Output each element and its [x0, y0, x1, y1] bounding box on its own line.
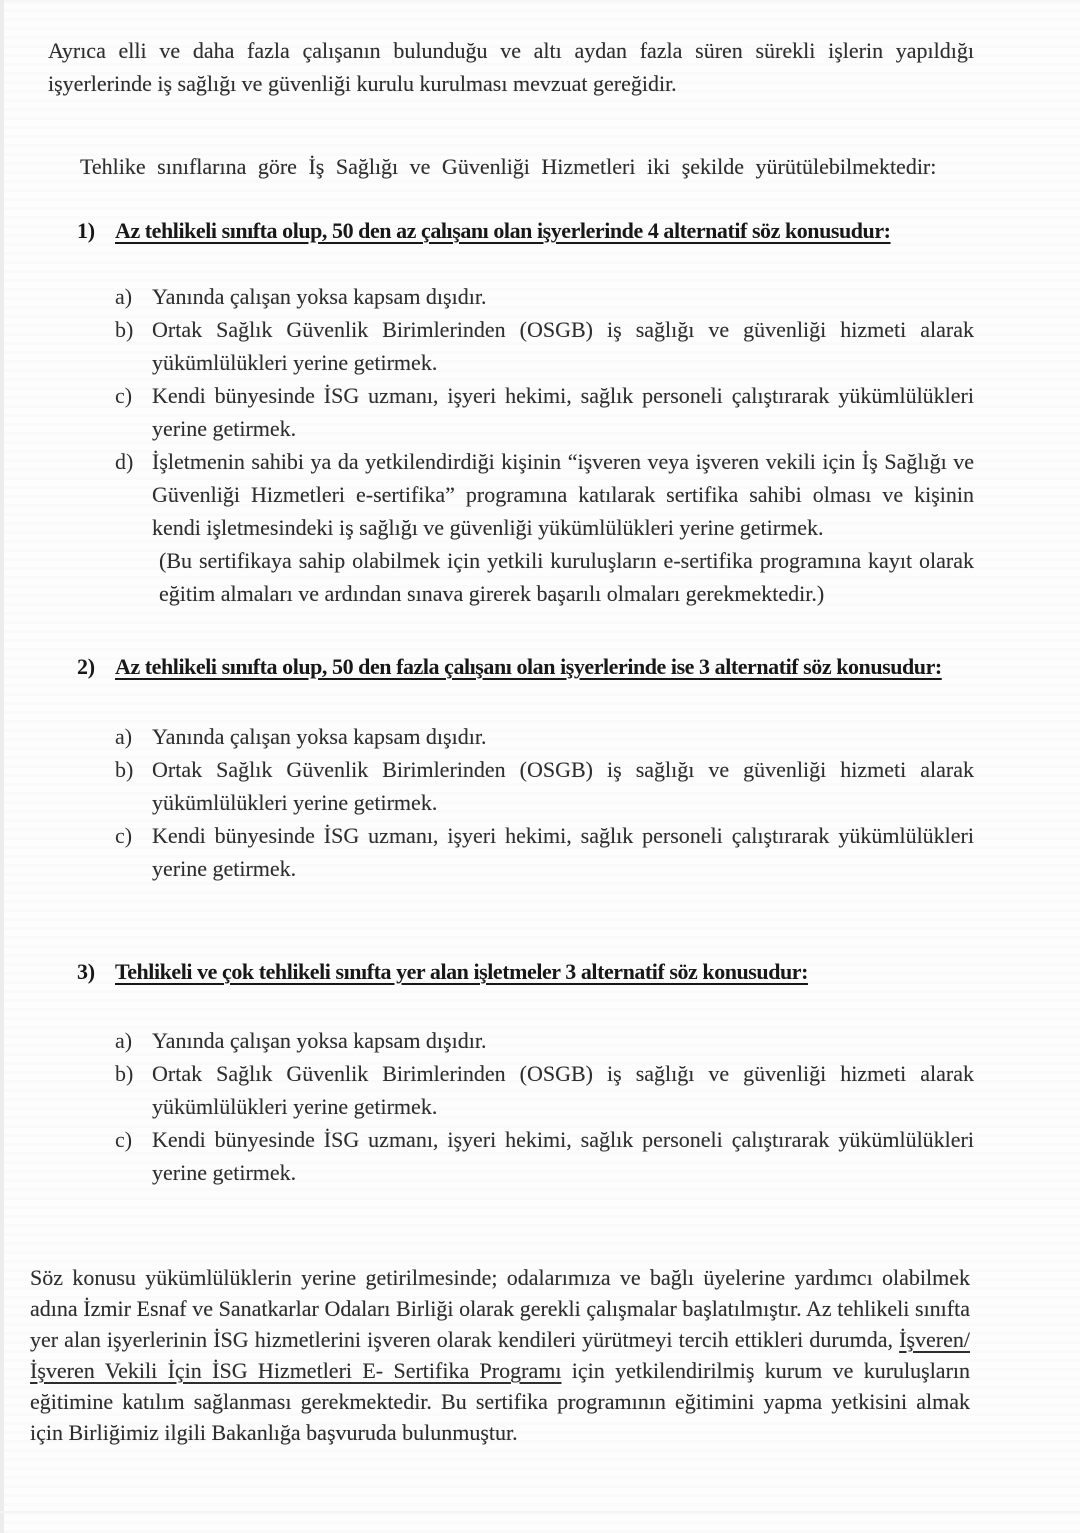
item-letter: a)	[115, 724, 133, 749]
item-letter: a)	[115, 1028, 133, 1053]
section-hazardous-classes	[48, 955, 974, 1189]
item-text: Ortak Sağlık Güvenlik Birimlerinden (OSGB) iş sağlığı ve güvenliği hizmeti alarak yükümlülükleri yerine getirmek.	[152, 1061, 974, 1119]
item-text: Kendi bünyesinde İSG uzmanı, işyeri hekimi, sağlık personeli çalıştırarak yükümlülükleri yerine getirmek.	[152, 1127, 974, 1185]
item-body	[152, 445, 974, 610]
list-item	[115, 280, 974, 313]
list-item	[115, 720, 974, 753]
closing-paragraph	[30, 1262, 970, 1448]
item-letter: d)	[115, 449, 134, 474]
item-letter: c)	[115, 383, 133, 408]
item-text: Kendi bünyesinde İSG uzmanı, işyeri hekimi, sağlık personeli çalıştırarak yükümlülükleri yerine getirmek.	[152, 383, 974, 441]
section-body	[115, 955, 974, 1189]
closing-text-part1: Söz konusu yükümlülüklerin yerine getirilmesinde; odalarımıza ve bağlı üyelerine yardımcı olabilmek adına İzmir Esnaf ve Sanatkarlar Odaları Birliği olarak gerekli çalışmalar başlatılmıştır. Az tehlikeli sınıfta yer alan işyerlerinin İSG hizmetlerini işveren olarak kendileri yürütmeyi tercih ettikleri durumda,	[30, 1265, 970, 1352]
list-item	[115, 379, 974, 445]
section-number: 3)	[77, 959, 95, 984]
item-text: Kendi bünyesinde İSG uzmanı, işyeri hekimi, sağlık personeli çalıştırarak yükümlülükleri yerine getirmek.	[152, 823, 974, 881]
item-letter: c)	[115, 823, 133, 848]
section-heading: Az tehlikeli sınıfta olup, 50 den az çalışanı olan işyerlerinde 4 alternatif söz konusudur:	[115, 218, 891, 243]
certificate-program-name: İşveren/İşveren Vekili İçin İSG Hizmetleri E- Sertifika Programı	[30, 1327, 970, 1383]
item-text: Ortak Sağlık Güvenlik Birimlerinden (OSGB) iş sağlığı ve güvenliği hizmeti alarak yükümlülükleri yerine getirmek.	[152, 757, 974, 815]
item-letter: b)	[115, 317, 134, 342]
section-body	[115, 650, 974, 885]
list-item	[115, 1024, 974, 1057]
list-item	[115, 819, 974, 885]
item-note: (Bu sertifikaya sahip olabilmek için yetkili kuruluşların e-sertifika programına kayıt olarak eğitim almaları ve ardından sınava girerek başarılı olmaları gerekmektedir.)	[159, 548, 974, 606]
paragraph-intro: Ayrıca elli ve daha fazla çalışanın bulunduğu ve altı aydan fazla süren sürekli işlerin yapıldığı işyerlerinde iş sağlığı ve güvenliği kurulu kurulması mevzuat gereğidir.	[48, 38, 974, 96]
list-item	[115, 313, 974, 379]
closing-text-part2: için yetkilendirilmiş kurum ve kuruluşların eğitimine katılım sağlanması gerekmektedir. Bu sertifika programının eğitimini yapma yetkisini almak için Birliğimiz ilgili Bakanlığa başvuruda bulunmuştur.	[30, 1358, 971, 1445]
list-item	[115, 1123, 974, 1189]
section-heading: Az tehlikeli sınıfta olup, 50 den fazla çalışanı olan işyerlerinde ise 3 alternatif söz konusudur:	[115, 654, 942, 679]
item-text: Yanında çalışan yoksa kapsam dışıdır.	[152, 1028, 487, 1053]
item-letter: c)	[115, 1127, 133, 1152]
section-heading: Tehlikeli ve çok tehlikeli sınıfta yer alan işletmeler 3 alternatif söz konusudur:	[115, 959, 808, 984]
item-text: Yanında çalışan yoksa kapsam dışıdır.	[152, 284, 487, 309]
item-text: İşletmenin sahibi ya da yetkilendirdiği kişinin “işveren veya işveren vekili için İş Sağlığı ve Güvenliği Hizmetleri e-sertifika” programına katılarak sertifika sahibi olması ve kişinin kendi işletmesindeki iş sağlığı ve güvenliği yükümlülükleri yerine getirmek.	[152, 449, 974, 540]
item-text: Yanında çalışan yoksa kapsam dışıdır.	[152, 724, 487, 749]
section-low-hazard-over-50	[48, 650, 974, 885]
item-letter: b)	[115, 1061, 134, 1086]
list-item	[115, 445, 974, 610]
item-text: Ortak Sağlık Güvenlik Birimlerinden (OSGB) iş sağlığı ve güvenliği hizmeti alarak yükümlülükleri yerine getirmek.	[152, 317, 974, 375]
paragraph-services-intro: Tehlike sınıflarına göre İş Sağlığı ve Güvenliği Hizmetleri iki şekilde yürütülebilmektedir:	[80, 154, 937, 179]
list-item	[115, 1057, 974, 1123]
item-letter: a)	[115, 284, 133, 309]
item-letter: b)	[115, 757, 134, 782]
section-number: 1)	[77, 218, 95, 243]
section-low-hazard-under-50	[48, 214, 974, 610]
list-item	[115, 753, 974, 819]
section-body	[115, 214, 974, 610]
section-number: 2)	[77, 654, 95, 679]
